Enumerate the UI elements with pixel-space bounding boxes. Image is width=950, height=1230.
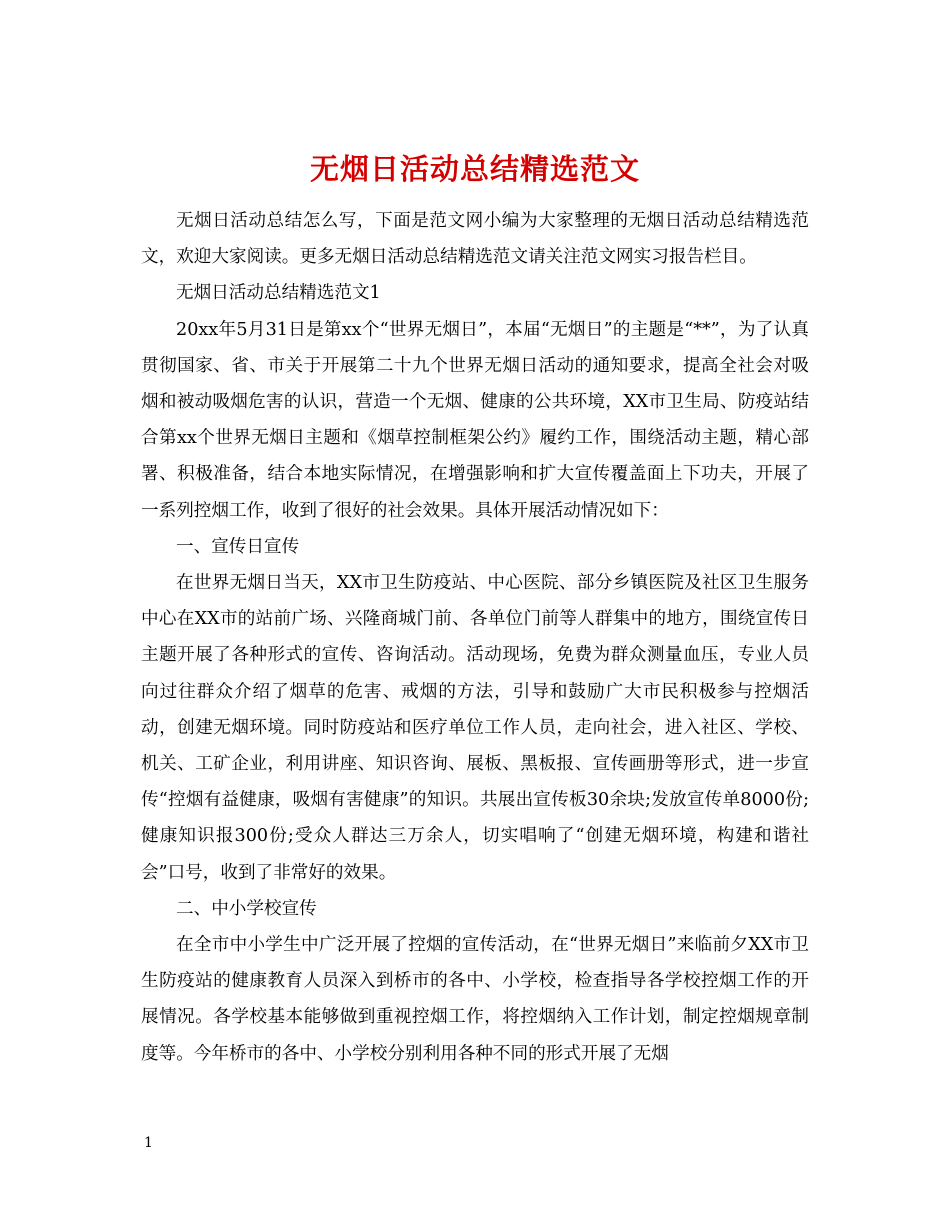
- body-paragraph: 在全市中小学生中广泛开展了控烟的宣传活动，在“世界无烟日”来临前夕XX市卫生防疫站的健康教育人员深入到桥市的各中、小学校，检查指导各学校控烟工作的开展情况。各学校基本能够做到重视控烟工作，将控烟纳入工作计划，制定控烟规章制度等。今年桥市的各中、小学校分别利用各种不同的形式开展了无烟: [141, 935, 809, 1064]
- page-number: 1: [144, 1135, 153, 1151]
- body-paragraph: 20xx年5月31日是第xx个“世界无烟日”，本届“无烟日”的主题是“**”，为了认真贯彻国家、省、市关于开展第二十九个世界无烟日活动的通知要求，提高全社会对吸烟和被动吸烟危害的认识，营造一个无烟、健康的公共环境，XX市卫生局、防疫站结合第xx个世界无烟日主题和《烟草控制框架公约》履约工作，围绕活动主题，精心部署、积极准备，结合本地实际情况，在增强影响和扩大宣传覆盖面上下功夫，开展了一系列控烟工作，收到了很好的社会效果。具体开展活动情况如下：: [141, 319, 809, 521]
- body-paragraph: 在世界无烟日当天，XX市卫生防疫站、中心医院、部分乡镇医院及社区卫生服务中心在XX市的站前广场、兴隆商城门前、各单位门前等人群集中的地方，围绕宣传日主题开展了各种形式的宣传、咨询活动。活动现场，免费为群众测量血压，专业人员向过往群众介绍了烟草的危害、戒烟的方法，引导和鼓励广大市民积极参与控烟活动，创建无烟环境。同时防疫站和医疗单位工作人员，走向社会，进入社区、学校、机关、工矿企业，利用讲座、知识咨询、展板、黑板报、宣传画册等形式，进一步宣传“控烟有益健康，吸烟有害健康”的知识。共展出宣传板30余块;发放宣传单8000份;健康知识报300份;受众人群达三万余人，切实唱响了“创建无烟环境，构建和谐社会”口号，收到了非常好的效果。: [141, 573, 809, 883]
- document-title: 无烟日活动总结精选范文: [309, 152, 640, 187]
- intro-paragraph: 无烟日活动总结怎么写，下面是范文网小编为大家整理的无烟日活动总结精选范文，欢迎大家阅读。更多无烟日活动总结精选范文请关注范文网实习报告栏目。: [141, 211, 809, 268]
- section-heading-1: 一、宣传日宣传: [176, 536, 300, 557]
- document-body: [141, 203, 809, 1072]
- section-heading-2: 二、中小学校宣传: [176, 898, 317, 919]
- subheading-sample-1: 无烟日活动总结精选范文1: [176, 283, 381, 304]
